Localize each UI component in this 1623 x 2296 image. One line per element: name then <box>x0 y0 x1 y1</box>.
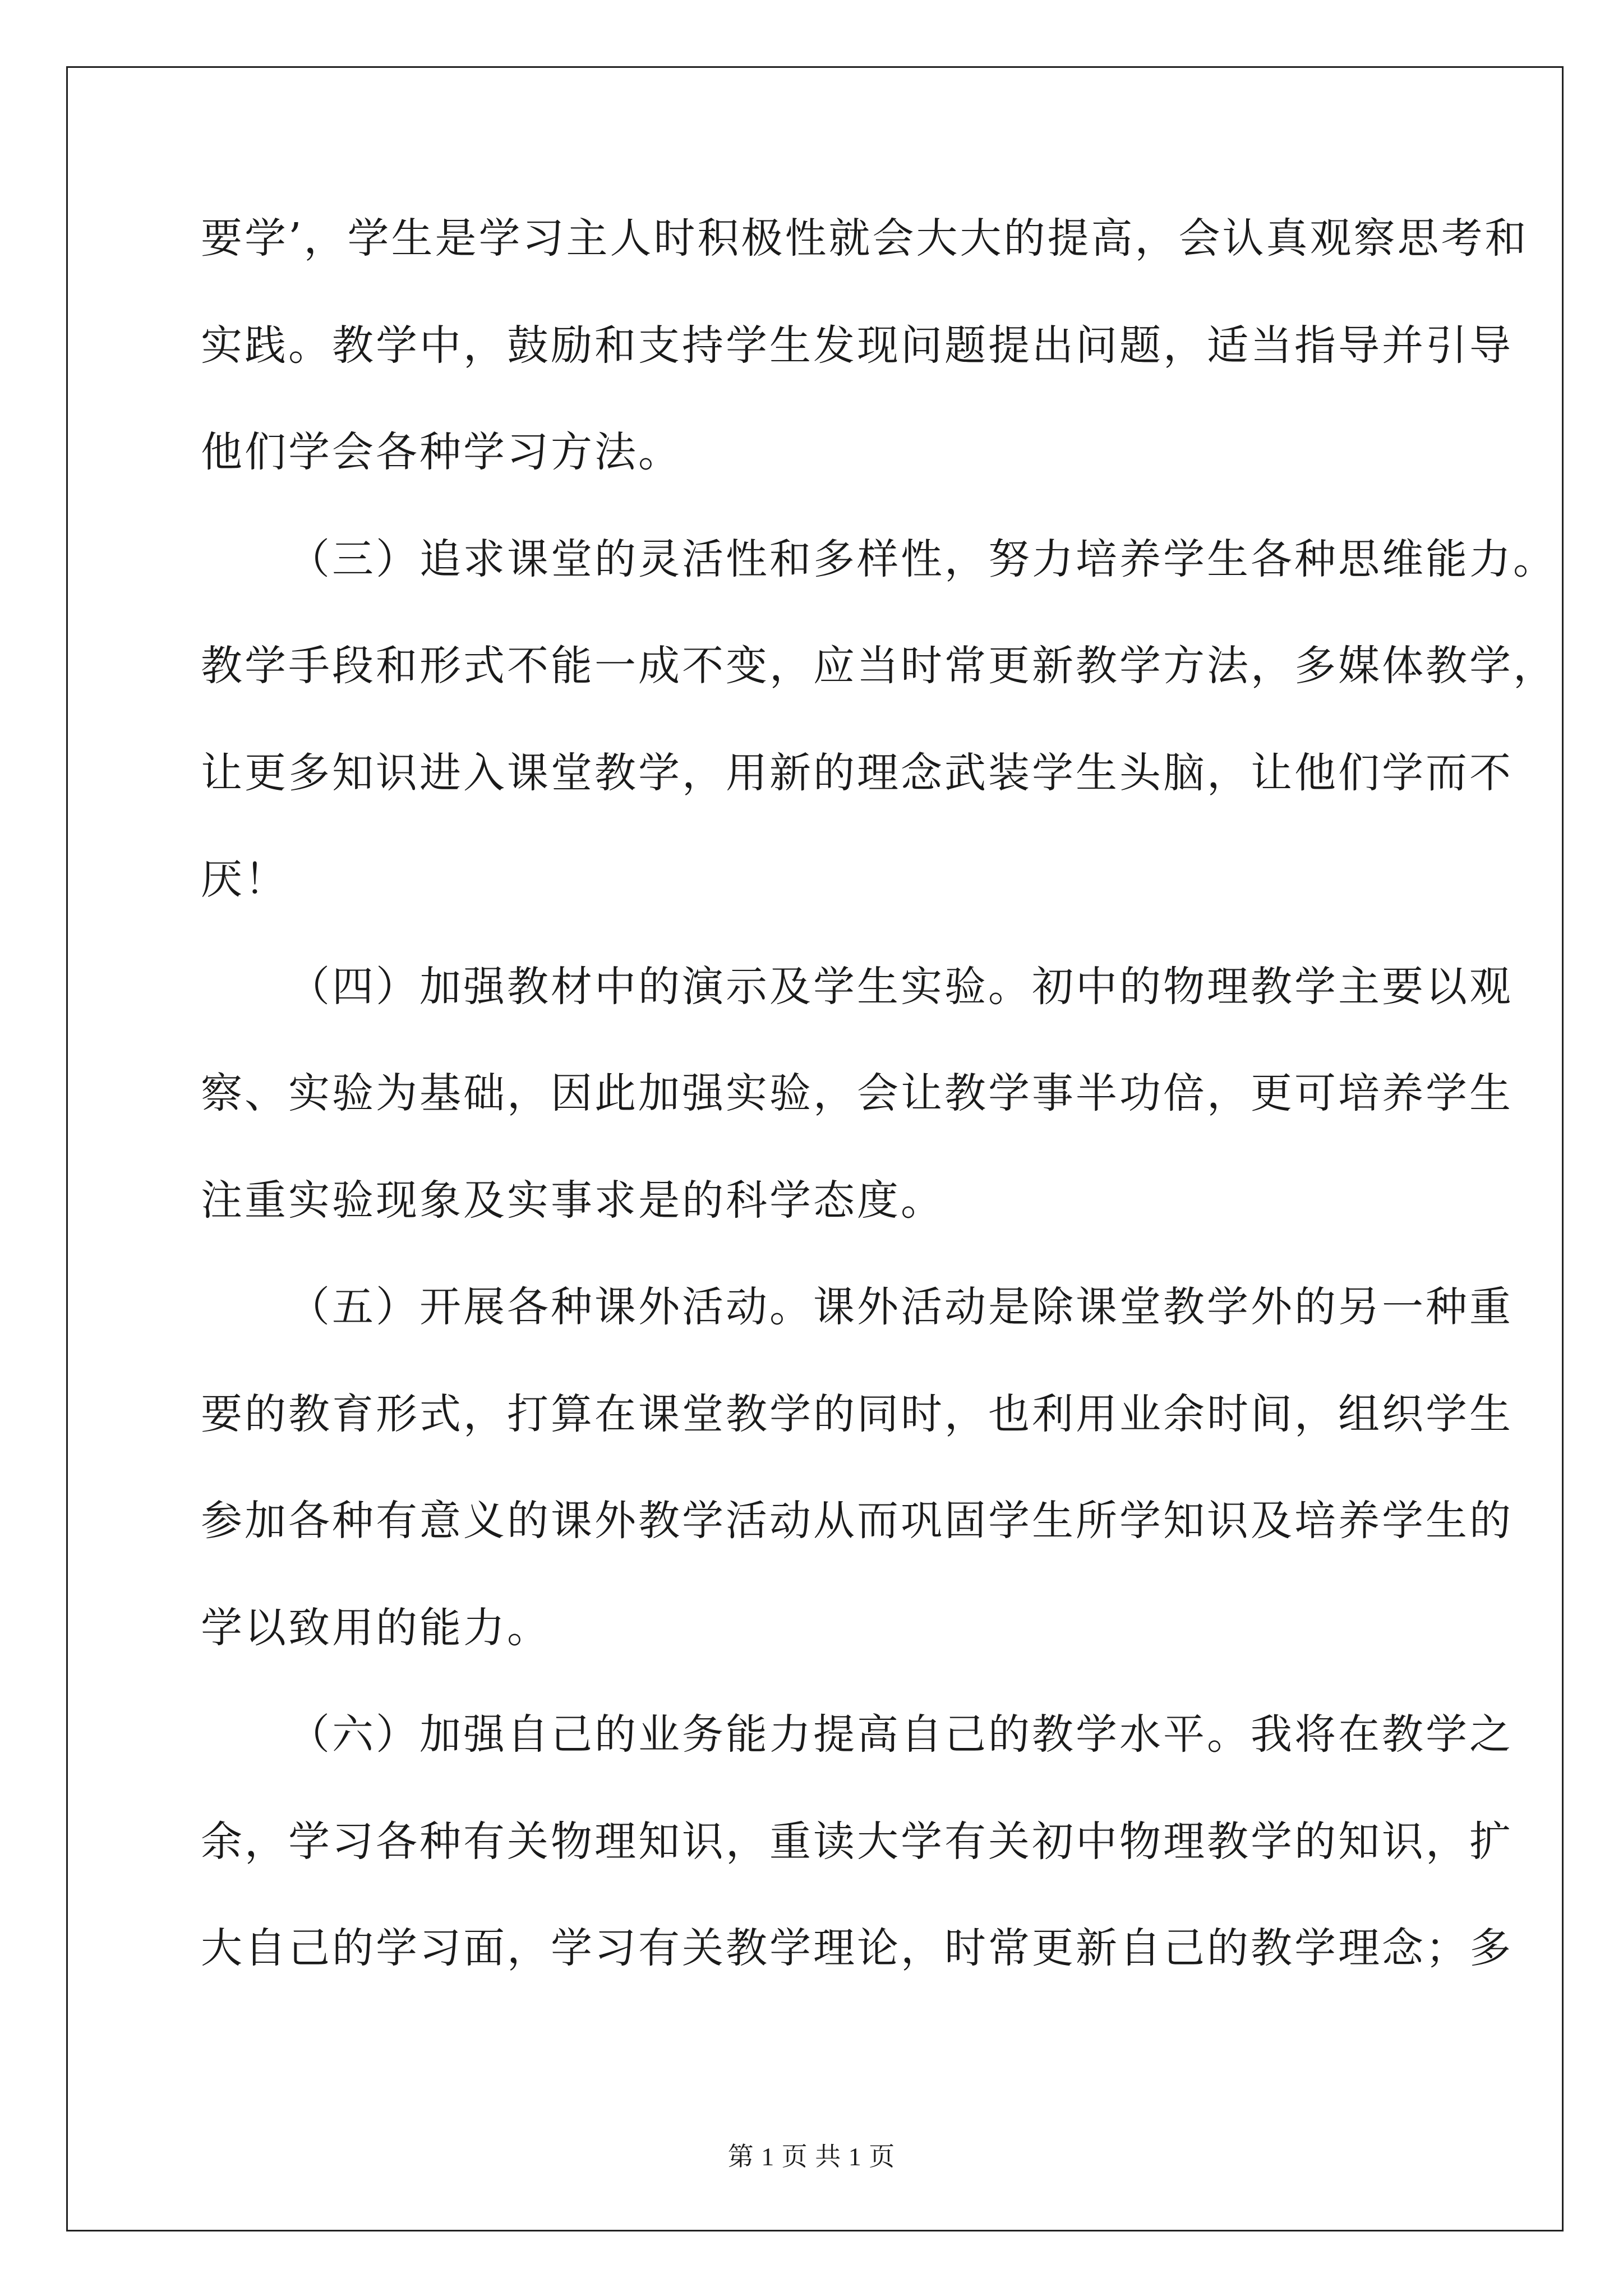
text-line: 余，学习各种有关物理知识，重读大学有关初中物理教学的知识，扩 <box>201 1817 1513 1866</box>
text-line: 实践。教学中，鼓励和支持学生发现问题提出问题，适当指导并引导 <box>201 321 1513 370</box>
text-line: 要的教育形式，打算在课堂教学的同时，也利用业余时间，组织学生 <box>201 1389 1513 1438</box>
document-body <box>201 214 1557 2033</box>
page-number-footer: 第 1 页 共 1 页 <box>727 2142 896 2171</box>
text-line: 大自己的学习面，学习有关教学理论，时常更新自己的教学理念；多 <box>201 1924 1513 1972</box>
text-line: 让更多知识进入课堂教学，用新的理念武装学生头脑，让他们学而不 <box>201 748 1513 797</box>
paragraph-start-line: （六）加强自己的业务能力提高自己的教学水平。我将在教学之 <box>288 1710 1513 1759</box>
text-line: 参加各种有意义的课外教学活动从而巩固学生所学知识及培养学生的 <box>201 1497 1513 1545</box>
text-line: 要学’，学生是学习主人时积极性就会大大的提高，会认真观察思考和 <box>201 214 1529 263</box>
text-line: 教学手段和形式不能一成不变，应当时常更新教学方法，多媒体教学， <box>201 642 1557 690</box>
text-line: 注重实验现象及实事求是的科学态度。 <box>201 1176 944 1225</box>
text-line: 他们学会各种学习方法。 <box>201 428 682 476</box>
text-line: 学以致用的能力。 <box>201 1603 551 1652</box>
paragraph-start-line: （五）开展各种课外活动。课外活动是除课堂教学外的另一种重 <box>288 1283 1513 1331</box>
paragraph-start-line: （四）加强教材中的演示及学生实验。初中的物理教学主要以观 <box>288 962 1513 1011</box>
paragraph-start-line: （三）追求课堂的灵活性和多样性，努力培养学生各种思维能力。 <box>288 535 1557 583</box>
text-line: 厌！ <box>201 855 288 904</box>
text-line: 察、实验为基础，因此加强实验，会让教学事半功倍，更可培养学生 <box>201 1069 1513 1117</box>
